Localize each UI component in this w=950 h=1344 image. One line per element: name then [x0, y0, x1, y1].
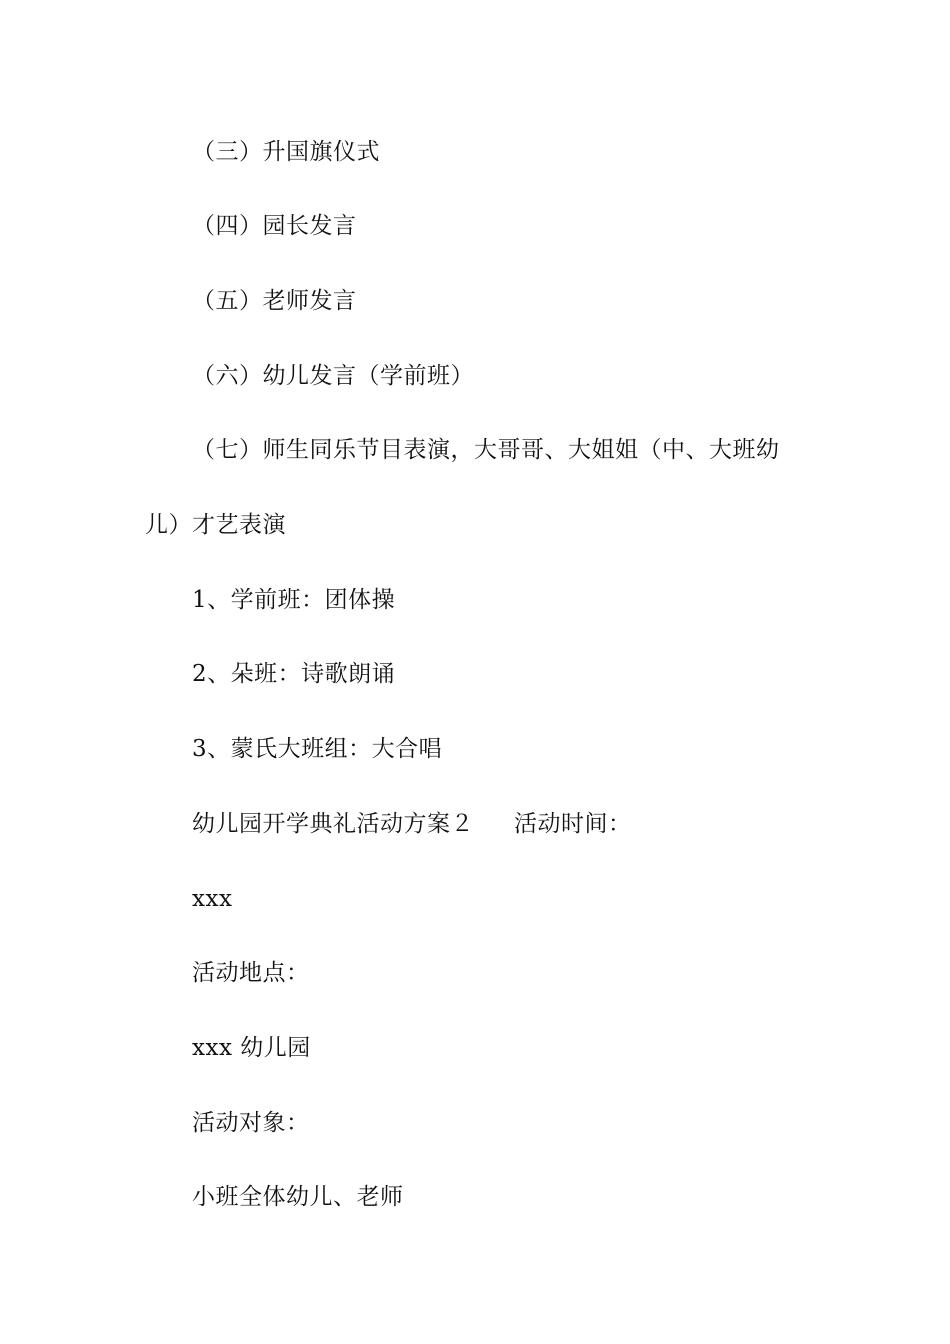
target-label: 活动对象：	[192, 1110, 310, 1136]
plan-title: 幼儿园开学典礼活动方案２	[192, 811, 474, 837]
section-principal-speech: （四）园长发言	[192, 213, 357, 239]
program-item-3: 3、蒙氏大班组：大合唱	[192, 736, 443, 762]
target-value: 小班全体幼儿、老师	[192, 1184, 404, 1210]
section-teacher-speech: （五）老师发言	[192, 288, 357, 314]
program-item-2: 2、朵班：诗歌朗诵	[192, 661, 396, 687]
time-label: 活动时间：	[514, 811, 632, 837]
time-value: xxx	[192, 886, 233, 912]
place-label: 活动地点：	[192, 960, 310, 986]
section-performance: （七）师生同乐节目表演，大哥哥、大姐姐（中、大班幼	[192, 437, 780, 463]
section-performance-continued: 儿）才艺表演	[145, 512, 286, 538]
section-flag-raising: （三）升国旗仪式	[192, 139, 380, 165]
place-value: xxx 幼儿园	[192, 1035, 311, 1061]
section-child-speech: （六）幼儿发言（学前班）	[192, 363, 474, 389]
program-item-1: 1、学前班：团体操	[192, 587, 396, 613]
plan-heading-row	[192, 809, 632, 839]
